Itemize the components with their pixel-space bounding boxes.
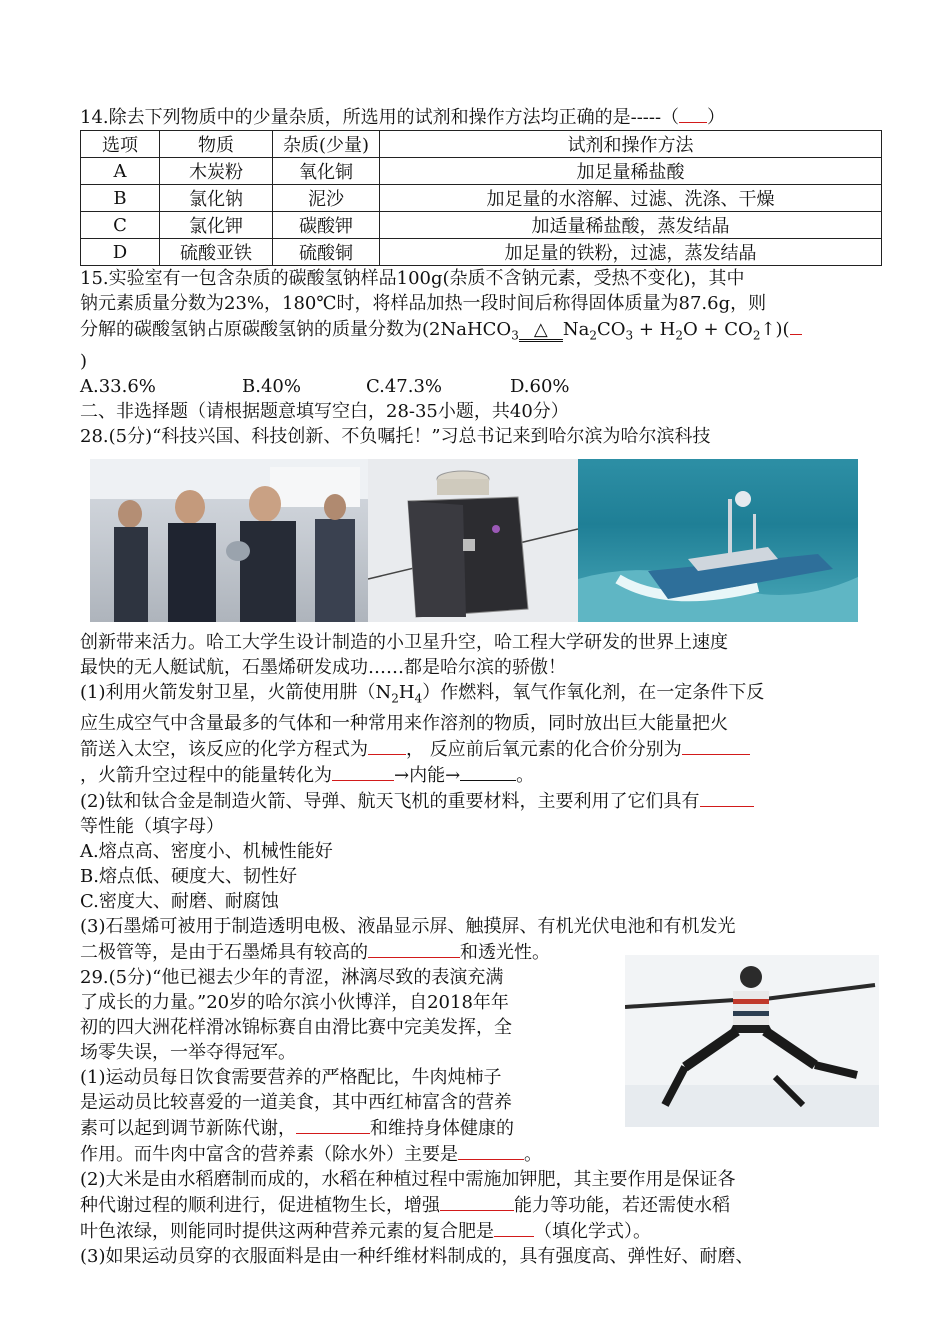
option-d: D.60% <box>510 375 570 397</box>
q29-line: 初的四大洲花样滑冰锦标赛自由滑比赛中完美发挥，全 <box>80 1017 512 1039</box>
table-row <box>81 185 882 212</box>
table-cell: 氯化钠 <box>160 185 273 212</box>
section-heading: 二、非选择题（请根据题意填写空白，28-35小题，共40分） <box>80 400 569 422</box>
q29-part2-line: 叶色浓绿，则能同时提供这两种营养元素的复合肥是 （填化学式）。 <box>80 1218 880 1244</box>
q29-line: 是运动员比较喜爱的一道美食，其中西红柿富含的营养 <box>80 1092 512 1114</box>
table-cell: B <box>81 185 160 212</box>
option-a: A.熔点高、密度小、机械性能好 <box>80 841 333 863</box>
q28-part3-line: 二极管等，是由于石墨烯具有较高的 和透光性。 <box>80 939 880 965</box>
table-row <box>81 239 882 266</box>
table-cell: 加足量的水溶解、过滤、洗涤、干燥 <box>380 185 882 212</box>
q28-line: 创新带来活力。哈工大学生设计制造的小卫星升空，哈工程大学研发的世界上速度 <box>80 631 728 653</box>
option-c: C.47.3% <box>366 375 443 397</box>
option-c: C.密度大、耐磨、耐腐蚀 <box>80 891 279 913</box>
answer-blank[interactable] <box>460 762 516 781</box>
q28-part2-line: (2)钛和钛合金是制造火箭、导弹、航天飞机的重要材料，主要利用了它们具有 <box>80 788 880 814</box>
option-b: B.40% <box>242 375 301 397</box>
q28-part1-line: (1)利用火箭发射卫星，火箭使用肼$(N_2H_4)$作燃料，氧气作氧化剂，在一定条件下反 <box>80 681 765 706</box>
q15-equation-line: 分解的碳酸氢钠占原碳酸氢钠的质量分数为(2NaHCO$_3$ △ $Na_2CO_3 + H_2O$ + $CO_2↑$)( <box>80 316 880 349</box>
option-b: B.熔点低、硬度大、韧性好 <box>80 866 297 888</box>
q28-part1-line: 应生成空气中含量最多的气体和一种常用来作溶剂的物质，同时放出巨大能量把火 <box>80 713 728 735</box>
q15-line: 钠元素质量分数为23%，180℃时，将样品加热一段时间后称得固体质量为87.6g，则 <box>80 293 767 314</box>
table-cell: 碳酸钾 <box>273 212 380 239</box>
visit-photo <box>90 459 368 622</box>
q15-options <box>80 374 880 399</box>
answer-blank[interactable] <box>368 736 406 755</box>
answer-blank[interactable] <box>368 939 460 958</box>
table-cell: D <box>81 239 160 266</box>
q29-line: 了成长的力量。”20岁的哈尔滨小伙博洋，自2018年年 <box>80 992 509 1014</box>
table-cell: 硫酸铜 <box>273 239 380 266</box>
table-cell: 氯化钾 <box>160 212 273 239</box>
table-cell: 泥沙 <box>273 185 380 212</box>
answer-blank[interactable] <box>332 762 394 781</box>
q15-line: ) <box>80 350 88 372</box>
table-header: 杂质(少量) <box>273 131 380 158</box>
q28-line: 最快的无人艇试航，石墨烯研发成功……都是哈尔滨的骄傲！ <box>80 656 566 678</box>
q15-line: 15.实验室有一包含杂质的碳酸氢钠样品100g(杂质不含钠元素，受热不变化)，其中 <box>80 268 745 289</box>
q28-part1-line: 箭送入太空，该反应的化学方程式为 ， 反应前后氧元素的化合价分别为 <box>80 736 880 762</box>
answer-blank[interactable] <box>700 788 754 807</box>
table-cell: C <box>81 212 160 239</box>
table-header-row <box>81 131 882 158</box>
q29-line: (1)运动员每日饮食需要营养的严格配比，牛肉炖柿子 <box>80 1067 502 1089</box>
q28-part3-line: (3)石墨烯可被用于制造透明电极、液晶显示屏、触摸屏、有机光伏电池和有机发光 <box>80 916 736 938</box>
q28-part2-line: 等性能（填字母） <box>80 816 224 838</box>
option-a: A.33.6% <box>80 375 156 397</box>
satellite-render <box>368 459 578 622</box>
table-cell: 加足量稀盐酸 <box>380 158 882 185</box>
table-cell: 氧化铜 <box>273 158 380 185</box>
table-cell: 加适量稀盐酸，蒸发结晶 <box>380 212 882 239</box>
skater-photo <box>625 955 879 1127</box>
answer-blank[interactable] <box>682 736 750 755</box>
answer-blank[interactable] <box>790 316 802 335</box>
q14-stem: 14.除去下列物质中的少量杂质，所选用的试剂和操作方法均正确的是-----（ ） <box>80 104 880 130</box>
q28-part1-line: ，火箭升空过程中的能量转化为 →内能→ 。 <box>80 762 880 788</box>
heat-condition: △ <box>519 321 563 342</box>
q29-line: 29.(5分)“他已褪去少年的青涩，淋漓尽致的表演充满 <box>80 967 504 989</box>
q29-line: 场零失误，一举夺得冠军。 <box>80 1042 296 1064</box>
table-cell: A <box>81 158 160 185</box>
answer-blank[interactable] <box>440 1192 514 1211</box>
table-header: 试剂和操作方法 <box>380 131 882 158</box>
answer-blank[interactable] <box>679 104 707 123</box>
table-cell: 木炭粉 <box>160 158 273 185</box>
table-row <box>81 212 882 239</box>
boat-photo <box>578 459 858 622</box>
answer-blank[interactable] <box>296 1115 370 1134</box>
photo-strip <box>90 459 858 622</box>
table-cell: 加足量的铁粉，过滤，蒸发结晶 <box>380 239 882 266</box>
q28-line: 28.(5分)“科技兴国、科技创新、不负嘱托！”习总书记来到哈尔滨为哈尔滨科技 <box>80 425 711 447</box>
q29-part2-line: 种代谢过程的顺利进行，促进植物生长，增强 能力等功能，若还需使水稻 <box>80 1192 880 1218</box>
answer-blank[interactable] <box>494 1218 534 1237</box>
table-cell: 硫酸亚铁 <box>160 239 273 266</box>
table-header: 物质 <box>160 131 273 158</box>
q29-line: 作用。而牛肉中富含的营养素（除水外）主要是 。 <box>80 1141 610 1167</box>
q29-part2-line: (2)大米是由水稻磨制而成的，水稻在种植过程中需施加钾肥，其主要作用是保证各 <box>80 1169 736 1191</box>
q29-part3-line: (3)如果运动员穿的衣服面料是由一种纤维材料制成的，具有强度高、弹性好、耐磨、 <box>80 1246 754 1268</box>
answer-blank[interactable] <box>458 1141 524 1160</box>
q29-line: 素可以起到调节新陈代谢， 和维持身体健康的 <box>80 1115 610 1141</box>
q14-options-table <box>80 130 882 266</box>
table-header: 选项 <box>81 131 160 158</box>
table-row <box>81 158 882 185</box>
